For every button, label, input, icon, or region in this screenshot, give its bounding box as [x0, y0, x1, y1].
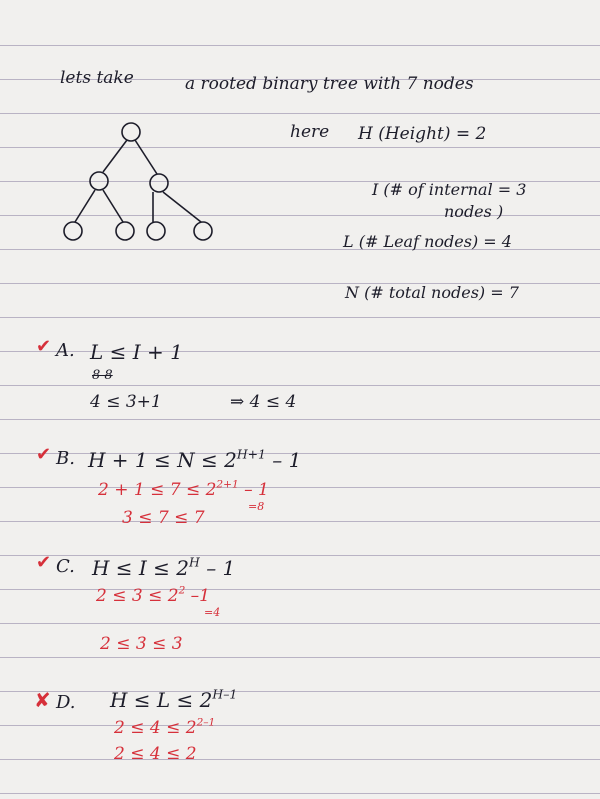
option-a-scratch: 8 8: [92, 368, 113, 383]
binary-tree-diagram: [55, 118, 225, 248]
option-a-label: A.: [56, 340, 75, 361]
height-def: H (Height) = 2: [358, 124, 487, 144]
option-c-line1-exp: 2: [178, 584, 186, 597]
option-b-line1-lhs: 2 + 1 ≤ 7 ≤ 2: [98, 480, 217, 500]
option-b-line1-note: =8: [248, 500, 265, 513]
option-c-label: C.: [56, 556, 75, 577]
option-c-line1-note: =4: [204, 606, 221, 619]
internal-def-line2: nodes ): [444, 202, 504, 221]
option-a-statement: L ≤ I + 1: [90, 340, 183, 364]
tree-edge: [75, 190, 95, 222]
option-c-statement-lhs: H ≤ I ≤ 2: [92, 556, 190, 580]
option-b-statement: [88, 448, 301, 472]
option-d-line1-exp: 2–1: [196, 716, 216, 729]
option-c-mark: ✔: [36, 552, 52, 573]
option-c-statement-tail: – 1: [206, 556, 236, 580]
option-b-line1-tail: – 1: [244, 480, 269, 500]
option-b-statement-exp: H+1: [236, 446, 266, 462]
here-label: here: [290, 122, 330, 142]
tree-node-leaf: [147, 222, 165, 240]
tree-node-leaf: [116, 222, 134, 240]
option-d-mark: ✘: [34, 688, 51, 712]
option-b-line1-exp: 2+1: [216, 478, 239, 491]
option-a-work: 4 ≤ 3+1: [90, 392, 162, 412]
option-c-line1-tail: –1: [190, 586, 210, 606]
option-c-line2: 2 ≤ 3 ≤ 3: [100, 634, 183, 654]
tree-node-leaf: [64, 222, 82, 240]
option-b-mark: ✔: [36, 444, 52, 465]
option-c-line1-lhs: 2 ≤ 3 ≤ 2: [96, 586, 179, 606]
option-b-statement-lhs: H + 1 ≤ N ≤ 2: [88, 448, 237, 472]
option-d-statement: [110, 688, 237, 712]
option-b-line2: 3 ≤ 7 ≤ 7: [122, 508, 205, 528]
option-c-line1: [96, 586, 210, 606]
option-d-line2: 2 ≤ 4 ≤ 2: [114, 744, 197, 764]
intro-text-2: a rooted binary tree with 7 nodes: [185, 74, 474, 94]
option-a-result: ⇒ 4 ≤ 4: [230, 392, 297, 412]
tree-node-internal: [150, 174, 168, 192]
option-c-statement: [92, 556, 235, 580]
option-d-statement-lhs: H ≤ L ≤ 2: [110, 688, 213, 712]
tree-node-root: [122, 123, 140, 141]
tree-edge: [135, 140, 157, 174]
intro-text-1: lets take: [60, 68, 134, 88]
tree-edge: [103, 190, 123, 222]
internal-def-line1: I (# of internal = 3: [372, 180, 527, 199]
tree-node-leaf: [194, 222, 212, 240]
option-d-line1-lhs: 2 ≤ 4 ≤ 2: [114, 718, 197, 738]
option-c-statement-exp: H: [189, 554, 200, 570]
option-b-label: B.: [56, 448, 75, 469]
tree-edge: [103, 140, 127, 172]
total-def: N (# total nodes) = 7: [345, 283, 519, 302]
tree-node-internal: [90, 172, 108, 190]
option-d-line1: [114, 718, 215, 738]
option-d-label: D.: [56, 692, 76, 713]
option-d-statement-exp: H–1: [212, 686, 238, 702]
option-a-mark: ✔: [36, 336, 52, 357]
option-b-statement-tail: – 1: [272, 448, 302, 472]
tree-edge: [163, 192, 201, 222]
leaf-def: L (# Leaf nodes) = 4: [343, 232, 512, 251]
option-b-line1: [98, 480, 269, 500]
